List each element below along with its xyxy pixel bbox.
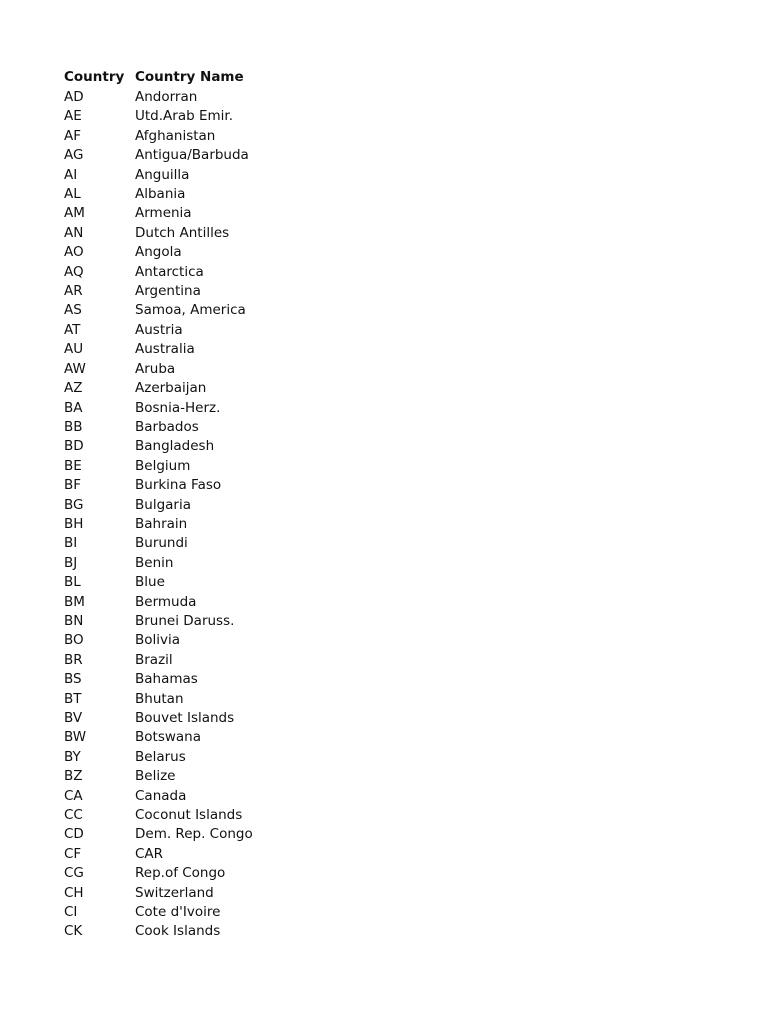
country-code-cell: AS	[64, 302, 82, 319]
country-code-cell: BZ	[64, 768, 83, 785]
country-code-cell: AF	[64, 127, 82, 144]
country-name-cell: Andorran	[135, 89, 198, 105]
country-name-cell: Bahamas	[135, 671, 198, 688]
country-code-cell: CA	[64, 787, 83, 804]
country-name-cell: Afghanistan	[135, 127, 216, 144]
country-code-cell: AG	[64, 147, 84, 164]
table-row	[64, 263, 335, 282]
table-row	[64, 787, 335, 806]
table-row	[64, 534, 335, 553]
country-code-cell: CH	[64, 884, 84, 901]
country-code-cell: BN	[64, 612, 84, 629]
country-name-cell: Cook Islands	[135, 923, 221, 940]
country-name-cell: Samoa, America	[135, 302, 246, 319]
table-row	[64, 399, 335, 418]
country-code-cell: AZ	[64, 380, 83, 397]
table-row	[64, 709, 335, 728]
table-row	[64, 515, 335, 534]
country-code-cell: AO	[64, 244, 84, 261]
table-row	[64, 631, 335, 650]
country-name-cell: Bhutan	[135, 690, 184, 707]
table-row	[64, 476, 335, 495]
country-code-cell: BM	[64, 593, 85, 610]
country-name-cell: Coconut Islands	[135, 807, 243, 824]
country-name-cell: Belize	[135, 768, 176, 785]
country-name-cell: Brazil	[135, 651, 173, 668]
country-name-cell: Antigua/Barbuda	[135, 147, 249, 164]
country-code-cell: CD	[64, 826, 84, 843]
table-row	[64, 612, 335, 631]
country-code-cell: AT	[64, 321, 81, 338]
country-name-cell: Barbados	[135, 418, 199, 435]
country-name-cell: Armenia	[135, 205, 192, 222]
table-row	[64, 457, 335, 476]
country-code-cell: AR	[64, 283, 83, 300]
column-header-country-name: Country Name	[135, 69, 244, 85]
table-row	[64, 884, 335, 903]
country-code-cell: BY	[64, 748, 81, 765]
country-table	[64, 68, 335, 942]
table-row	[64, 593, 335, 612]
country-code-cell: AU	[64, 341, 84, 358]
table-row	[64, 107, 335, 126]
table-row	[64, 360, 335, 379]
country-name-cell: Botswana	[135, 729, 201, 746]
country-code-cell: BF	[64, 477, 82, 494]
table-row	[64, 748, 335, 767]
country-table-container	[64, 68, 335, 942]
table-row	[64, 728, 335, 747]
country-name-cell: Australia	[135, 341, 195, 358]
country-name-cell: Dem. Rep. Congo	[135, 826, 253, 843]
table-row	[64, 204, 335, 223]
table-row	[64, 88, 335, 107]
country-name-cell: Cote d'Ivoire	[135, 904, 221, 921]
country-code-cell: BS	[64, 671, 82, 688]
table-row	[64, 690, 335, 709]
country-code-cell: AN	[64, 224, 84, 241]
table-row	[64, 321, 335, 340]
country-code-cell: AQ	[64, 263, 84, 280]
column-header-country: Country	[64, 69, 125, 85]
table-row	[64, 166, 335, 185]
table-row	[64, 845, 335, 864]
country-name-cell: Blue	[135, 574, 165, 591]
country-code-cell: BL	[64, 574, 81, 591]
country-code-cell: BH	[64, 515, 84, 532]
country-code-cell: BR	[64, 651, 83, 668]
table-row	[64, 282, 335, 301]
country-name-cell: Dutch Antilles	[135, 224, 230, 241]
country-code-cell: BB	[64, 418, 83, 435]
country-name-cell: Bermuda	[135, 593, 197, 610]
country-code-cell: BE	[64, 457, 82, 474]
table-row	[64, 864, 335, 883]
table-row	[64, 224, 335, 243]
table-row	[64, 243, 335, 262]
country-code-cell: BV	[64, 710, 83, 726]
country-name-cell: Argentina	[135, 283, 201, 300]
country-code-cell: BG	[64, 496, 84, 513]
table-header-row	[64, 68, 335, 88]
country-name-cell: Bulgaria	[135, 496, 191, 513]
country-name-cell: Belarus	[135, 748, 186, 765]
country-code-cell: AW	[64, 360, 86, 377]
table-row	[64, 825, 335, 844]
country-name-cell: Angola	[135, 244, 182, 261]
country-name-cell: Bosnia-Herz.	[135, 399, 221, 416]
country-name-cell: Utd.Arab Emir.	[135, 108, 233, 125]
table-body	[64, 88, 335, 942]
country-code-cell: BW	[64, 729, 87, 746]
table-row	[64, 437, 335, 456]
country-name-cell: Bahrain	[135, 515, 188, 532]
table-row	[64, 767, 335, 786]
country-name-cell: Canada	[135, 787, 187, 804]
country-name-cell: Bangladesh	[135, 438, 215, 455]
country-name-cell: Azerbaijan	[135, 380, 207, 397]
country-name-cell: Bouvet Islands	[135, 710, 235, 726]
table-row	[64, 903, 335, 922]
country-name-cell: Antarctica	[135, 263, 204, 280]
country-code-cell: CC	[64, 807, 83, 824]
table-row	[64, 340, 335, 359]
country-code-cell: BA	[64, 399, 83, 416]
country-code-cell: CK	[64, 923, 83, 940]
country-code-cell: CF	[64, 845, 82, 862]
country-code-cell: CI	[64, 904, 78, 921]
table-row	[64, 554, 335, 573]
table-row	[64, 185, 335, 204]
country-name-cell: Burundi	[135, 535, 188, 552]
country-name-cell: Austria	[135, 321, 183, 338]
table-row	[64, 922, 335, 941]
country-code-cell: AM	[64, 205, 85, 222]
country-code-cell: BJ	[64, 554, 78, 571]
table-row	[64, 496, 335, 515]
country-name-cell: Anguilla	[135, 166, 190, 183]
country-name-cell: Belgium	[135, 457, 191, 474]
table-row	[64, 379, 335, 398]
table-row	[64, 146, 335, 165]
table-row	[64, 806, 335, 825]
country-name-cell: Benin	[135, 554, 174, 571]
table-row	[64, 651, 335, 670]
country-code-cell: BI	[64, 535, 78, 552]
table-row	[64, 301, 335, 320]
country-code-cell: AI	[64, 166, 78, 183]
table-row	[64, 418, 335, 437]
country-name-cell: Brunei Daruss.	[135, 612, 235, 629]
table-row	[64, 127, 335, 146]
country-name-cell: Albania	[135, 186, 186, 203]
country-code-cell: BO	[64, 632, 84, 649]
country-code-cell: AL	[64, 186, 81, 203]
table-row	[64, 670, 335, 689]
country-code-cell: AD	[64, 89, 84, 105]
country-name-cell: Rep.of Congo	[135, 865, 226, 882]
country-name-cell: Aruba	[135, 360, 176, 377]
country-name-cell: Switzerland	[135, 884, 214, 901]
country-code-cell: BD	[64, 438, 84, 455]
country-code-cell: CG	[64, 865, 84, 882]
table-row	[64, 573, 335, 592]
country-name-cell: Burkina Faso	[135, 477, 222, 494]
country-code-cell: AE	[64, 108, 82, 125]
country-name-cell: Bolivia	[135, 632, 181, 649]
country-name-cell: CAR	[135, 845, 164, 862]
country-code-cell: BT	[64, 690, 82, 707]
